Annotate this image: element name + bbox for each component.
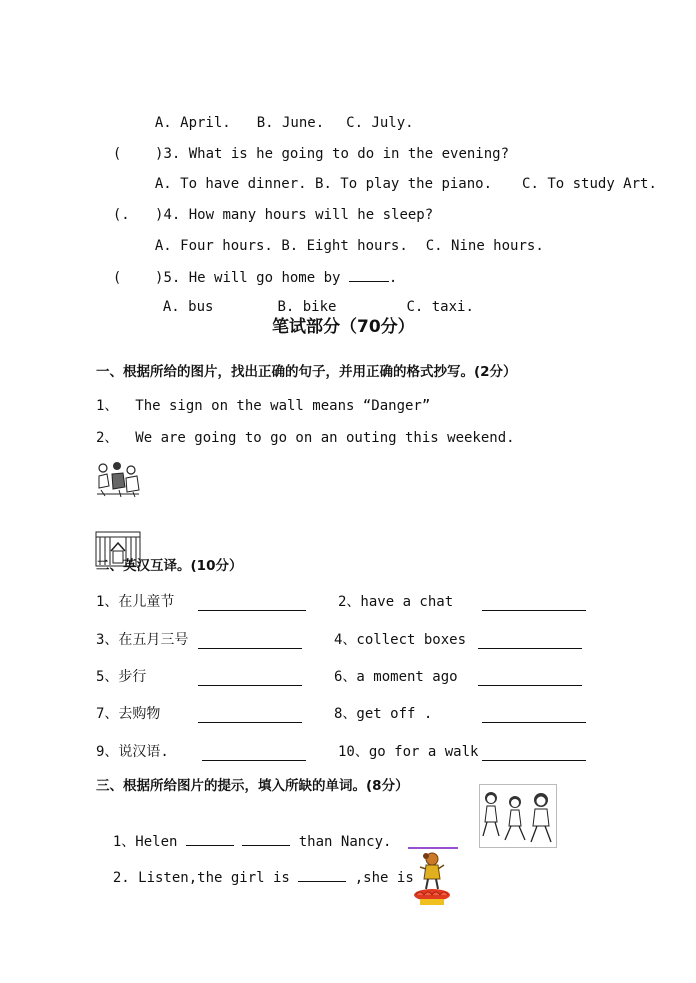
section-1-heading: 一、根据所给的图片，找出正确的句子，并用正确的格式抄写。(2分） [96,364,517,380]
option-c: C. Nine hours. [425,238,544,254]
question-text: He will go home by [188,270,341,286]
section-1-item-1: 1、 The sign on the wall means “Danger” [96,398,431,414]
translate-item-5: 5、步行 [96,669,147,685]
fill-item-2 [96,849,414,887]
translate-item-4: 4、collect boxes [334,632,467,648]
translate-item-9: 9、说汉语. [96,744,169,760]
answer-paren[interactable]: ( ) [112,146,164,162]
option-a: A. Four hours. [154,238,273,254]
answer-blank[interactable] [298,867,346,882]
section-3-heading: 三、根据所给图片的提示，填入所缺的单词。(8分） [96,778,409,794]
question-number: 4. [163,207,181,223]
outing-picture [95,460,141,498]
translate-item-8: 8、get off . [334,706,433,722]
option-b: B. Eight hours. [281,238,408,254]
option-b: B. bike [277,299,337,315]
section-2-heading: 二、英汉互译。(10分） [96,558,243,574]
translate-item-7: 7、去购物 [96,706,161,722]
option-c: C. taxi. [406,299,474,315]
option-b: B. To play the piano. [315,176,493,192]
answer-blank[interactable] [482,596,586,611]
singing-girl-picture [406,843,462,907]
option-c: C. July. [346,115,414,131]
translate-item-10: 10、go for a walk [338,744,479,760]
translate-item-1: 1、在儿童节 [96,594,175,610]
answer-blank[interactable] [478,671,582,686]
fill-item-2-text: 2. Listen,the girl is [112,870,290,886]
answer-blank[interactable] [198,708,302,723]
answer-blank[interactable] [482,708,586,723]
fill-item-1-end: than Nancy. [298,834,392,850]
question-number: 5. [163,270,181,286]
translate-item-6: 6、a moment ago [334,669,458,685]
question-number: 3. [163,146,181,162]
translate-item-2: 2、have a chat [338,594,454,610]
period: . [388,270,398,286]
answer-blank[interactable] [198,634,302,649]
fill-item-1 [96,813,391,851]
answer-blank[interactable] [198,596,306,611]
question-text: What is he going to do in the evening? [188,146,510,162]
answer-blank[interactable] [186,831,234,846]
option-b: B. June. [256,115,325,131]
option-a: A. bus [162,299,214,315]
option-a: A. April. [154,115,231,131]
running-children-picture [479,784,557,848]
answer-blank[interactable] [482,746,586,761]
answer-paren[interactable]: (. ) [112,207,164,223]
answer-paren[interactable]: ( ) [112,270,164,286]
question-text: How many hours will he sleep? [188,207,434,223]
translate-item-3: 3、在五月三号 [96,632,189,648]
section-1-item-2: 2、 We are going to go on an outing this weekend. [96,430,515,446]
answer-blank[interactable] [198,671,302,686]
q5-options [146,280,474,316]
option-a: A. To have dinner. [154,176,307,192]
option-c: C. To study Art. [522,176,657,192]
fill-item-1-text: 1、Helen [112,834,178,850]
written-title: 笔试部分（70分） [272,317,415,337]
answer-blank[interactable] [242,831,290,846]
answer-blank[interactable] [478,634,582,649]
fill-item-2-end: ,she is [354,870,414,886]
answer-blank[interactable] [202,746,306,761]
